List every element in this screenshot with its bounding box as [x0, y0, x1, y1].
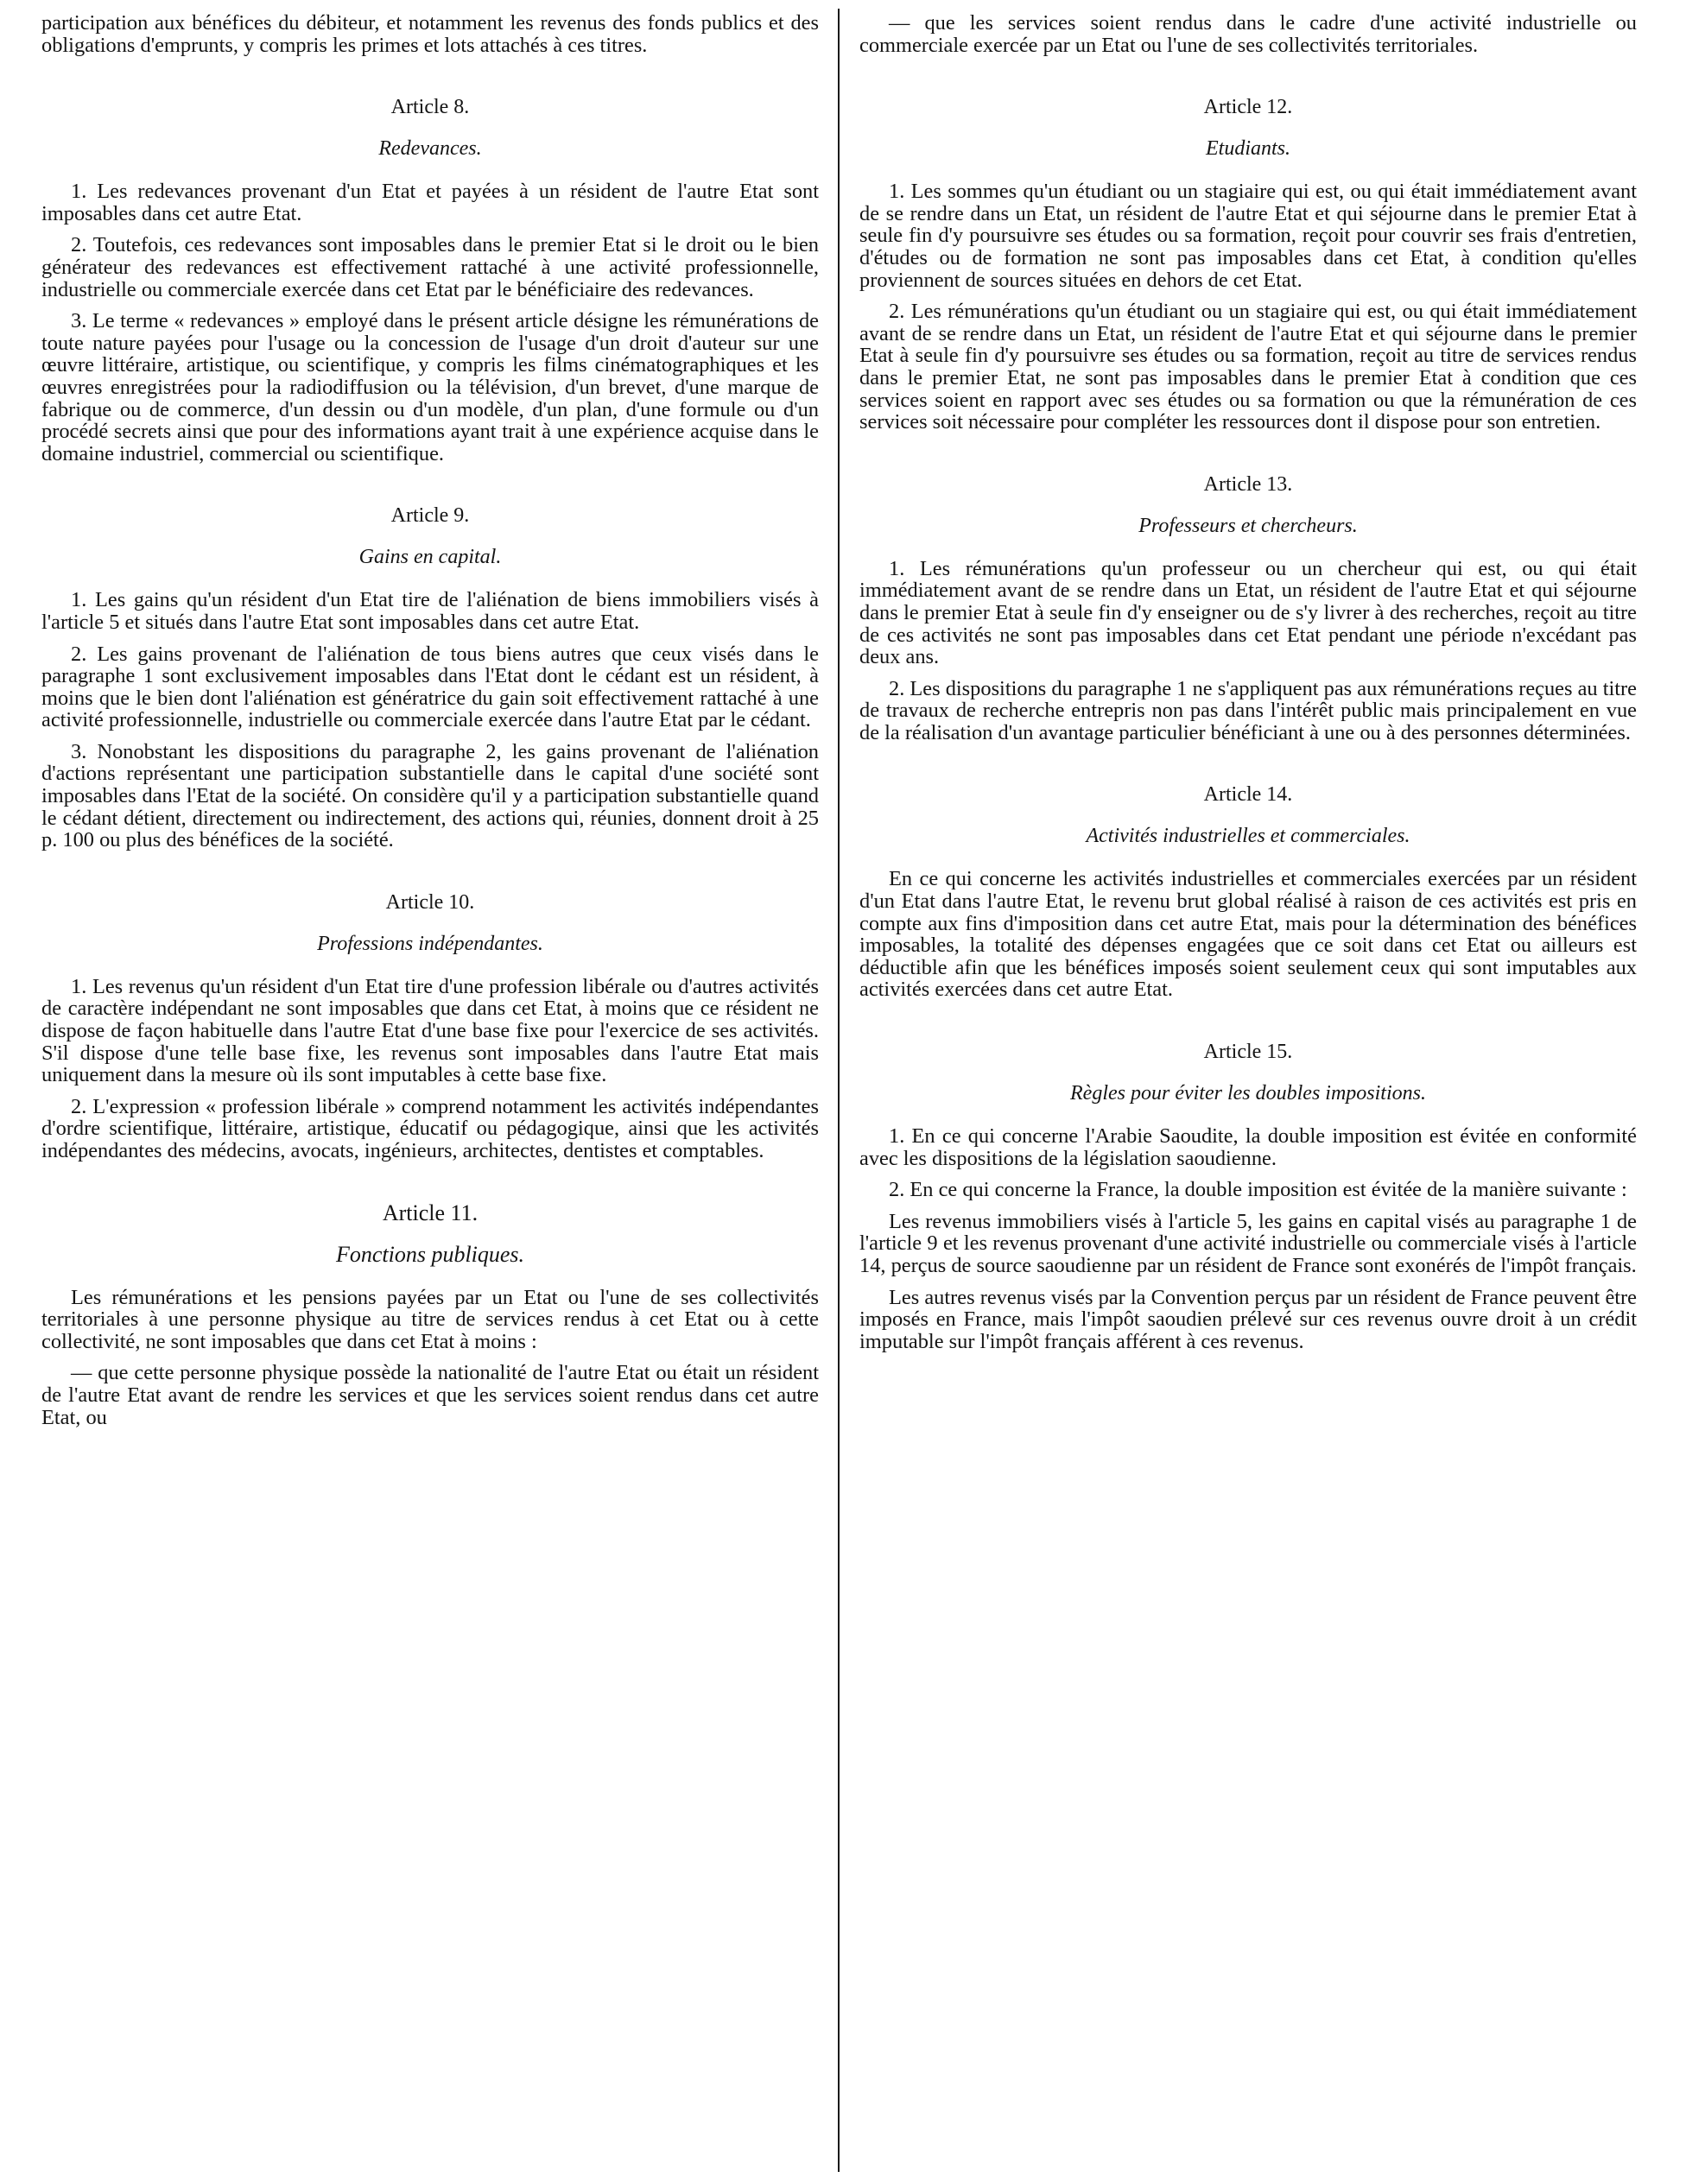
- article-9-paragraph-3: 3. Nonobstant les dispositions du paragraphe 2, les gains provenant de l'aliénation d'actions représentant une participation substantielle dans le capital d'une société sont imposables dans l'Etat de la société. On considère qu'il y a participation substantielle quand le cédant détient, directement ou indirectement, des actions qui, réunies, donnent droit à 25 p. 100 ou plus des bénéfices de la société.: [41, 739, 819, 852]
- article-12-subtitle: Etudiants.: [1205, 137, 1290, 161]
- article-8-paragraph-1: 1. Les redevances provenant d'un Etat et payées à un résident de l'autre Etat sont imposables dans cet autre Etat.: [41, 180, 819, 225]
- article-11-paragraph-1: Les rémunérations et les pensions payées par un Etat ou l'une de ses collectivités territoriales à une personne physique au titre de services rendus à cet Etat ou à cette collectivité, ne sont imposables que dans cet Etat à moins :: [41, 1285, 819, 1353]
- article-13-paragraph-1: 1. Les rémunérations qu'un professeur ou un chercheur qui est, ou qui était immédiatement avant de se rendre dans un Etat, un résident de l'autre Etat et qui séjourne dans le premier Etat à seule fin d'y enseigner ou de s'y livrer à des recherches, reçoit au titre de ces activités ne sont pas imposables dans cet Etat pendant une période n'excédant pas deux ans.: [859, 556, 1637, 669]
- article-15-heading: Article 15.: [1203, 1041, 1293, 1064]
- article-12-heading: Article 12.: [1203, 96, 1293, 119]
- article-12-paragraph-1: 1. Les sommes qu'un étudiant ou un stagiaire qui est, ou qui était immédiatement avant de se rendre dans un Etat, un résident de l'autre Etat et qui séjourne dans le premier Etat à seule fin d'y poursuivre ses études ou sa formation, reçoit pour couvrir ses frais d'entretien, d'études ou de formation ne sont pas imposables dans cet Etat, à condition qu'elles proviennent de sources situées en dehors de cet Etat.: [859, 180, 1637, 292]
- article-8-subtitle: Redevances.: [378, 137, 482, 161]
- article-13-heading: Article 13.: [1203, 472, 1293, 496]
- article-10-heading: Article 10.: [385, 890, 475, 914]
- article-10-paragraph-1: 1. Les revenus qu'un résident d'un Etat tire d'une profession libérale ou d'autres activités de caractère indépendant ne sont imposables que dans cet Etat, à moins que ce résident ne dispose de façon habituelle dans l'autre Etat d'une base fixe pour l'exercice de ses activités. S'il dispose d'une telle base fixe, les revenus sont imposables dans l'autre Etat mais uniquement dans la mesure où ils sont imputables à cette base fixe.: [41, 974, 819, 1087]
- article-11-heading: Article 11.: [382, 1200, 479, 1225]
- article-11-subtitle: Fonctions publiques.: [335, 1241, 525, 1267]
- article-12-paragraph-2: 2. Les rémunérations qu'un étudiant ou un stagiaire qui est, ou qui était immédiatement avant de se rendre dans un Etat, un résident de l'autre Etat et qui séjourne dans le premier Etat à seule fin d'y poursuivre ses études ou sa formation, reçoit au titre de services rendus dans le premier Etat, ne sont pas imposables dans le premier Etat à condition que ces services soient en rapport avec ses études ou sa formation ou que la rémunération de ces services soit nécessaire pour compléter les ressources dont il dispose pour son entretien.: [859, 300, 1637, 434]
- article-15-subtitle: Règles pour éviter les doubles impositions.: [1070, 1082, 1426, 1105]
- left-column: [41, 12, 819, 1438]
- article-9-paragraph-2: 2. Les gains provenant de l'aliénation de tous biens autres que ceux visés dans le paragraphe 1 sont exclusivement imposables dans l'Etat dont le cédant est un résident, à moins que le bien dont l'aliénation est génératrice du gain soit effectivement rattaché à une activité professionnelle, industrielle ou commerciale exercée dans l'autre Etat par le cédant.: [41, 642, 819, 732]
- right-intro-paragraph: — que les services soient rendus dans le cadre d'une activité industrielle ou commerciale exercée par un Etat ou l'une de ses collectivités territoriales.: [859, 11, 1637, 57]
- article-15-paragraph-4: Les autres revenus visés par la Convention perçus par un résident de France peuvent être imposés en France, mais l'impôt saoudien prélevé sur ces revenus ouvre droit à un crédit imputable sur l'impôt français afférent à ces revenus.: [859, 1285, 1637, 1353]
- article-14-subtitle: Activités industrielles et commerciales.: [1086, 825, 1410, 848]
- article-13-paragraph-2: 2. Les dispositions du paragraphe 1 ne s'appliquent pas aux rémunérations reçues au titre de travaux de recherche entrepris non pas dans l'intérêt public mais principalement en vue de la réalisation d'un avantage particulier bénéficiant à une ou à des personnes déterminées.: [859, 676, 1637, 744]
- article-8-heading: Article 8.: [390, 96, 470, 119]
- article-14-heading: Article 14.: [1203, 783, 1293, 807]
- article-13-subtitle: Professeurs et chercheurs.: [1138, 514, 1358, 537]
- article-14-paragraph-1: En ce qui concerne les activités industrielles et commerciales exercées par un résident d'un Etat dans l'autre Etat, le revenu brut global réalisé à raison de ces activités est pris en compte aux fins d'imposition dans cet autre Etat, mais pour la détermination des bénéfices imposables, la totalité des dépenses engagées que ce soit dans cet Etat ou ailleurs est déductible afin que les bénéfices imposés soient seulement ceux qui sont imputables aux activités exercées dans cet autre Etat.: [859, 867, 1637, 1002]
- article-8-paragraph-3: 3. Le terme « redevances » employé dans le présent article désigne les rémunérations de toute nature payées pour l'usage ou la concession de l'usage d'un droit d'auteur sur une œuvre littéraire, artistique, ou scientifique, y compris les films cinématographiques et les œuvres enregistrées pour la radiodiffusion ou la télévision, d'un brevet, d'une marque de fabrique ou de commerce, d'un dessin ou d'un modèle, d'un plan, d'une formule ou d'un procédé secrets ainsi que pour des informations ayant trait à une expérience acquise dans le domaine industriel, commercial ou scientifique.: [41, 309, 819, 465]
- article-10-paragraph-2: 2. L'expression « profession libérale » comprend notamment les activités indépendantes d'ordre scientifique, littéraire, artistique, éducatif ou pédagogique, ainsi que les activités indépendantes des médecins, avocats, ingénieurs, architectes, dentistes et comptables.: [41, 1094, 819, 1162]
- column-divider: [838, 9, 840, 2172]
- article-9-subtitle: Gains en capital.: [358, 546, 502, 569]
- article-8-paragraph-2: 2. Toutefois, ces redevances sont imposables dans le premier Etat si le droit ou le bien générateur des redevances est effectivement rattaché à une activité professionnelle, industrielle ou commerciale exercée dans cet Etat par le bénéficiaire des redevances.: [41, 233, 819, 301]
- right-column: [859, 12, 1637, 1362]
- article-9-heading: Article 9.: [390, 504, 470, 528]
- article-10-subtitle: Professions indépendantes.: [317, 932, 543, 955]
- article-15-paragraph-2: 2. En ce qui concerne la France, la double imposition est évitée de la manière suivante :: [889, 1178, 1627, 1202]
- article-15-paragraph-1: 1. En ce qui concerne l'Arabie Saoudite, la double imposition est évitée en conformité avec les dispositions de la législation saoudienne.: [859, 1124, 1637, 1170]
- article-11-paragraph-2: — que cette personne physique possède la nationalité de l'autre Etat ou était un résident de l'autre Etat avant de rendre les services et que les services soient rendus dans cet autre Etat, ou: [41, 1361, 819, 1429]
- article-15-paragraph-3: Les revenus immobiliers visés à l'article 5, les gains en capital visés au paragraphe 1 de l'article 9 et les revenus provenant d'une activité industrielle ou commerciale visés à l'article 14, perçus de source saoudienne par un résident de France sont exonérés de l'impôt français.: [859, 1209, 1637, 1277]
- left-intro-paragraph: participation aux bénéfices du débiteur, et notamment les revenus des fonds publics et des obligations d'emprunts, y compris les primes et lots attachés à ces titres.: [41, 11, 819, 57]
- article-9-paragraph-1: 1. Les gains qu'un résident d'un Etat tire de l'aliénation de biens immobiliers visés à l'article 5 et situés dans l'autre Etat sont imposables dans cet autre Etat.: [41, 588, 819, 634]
